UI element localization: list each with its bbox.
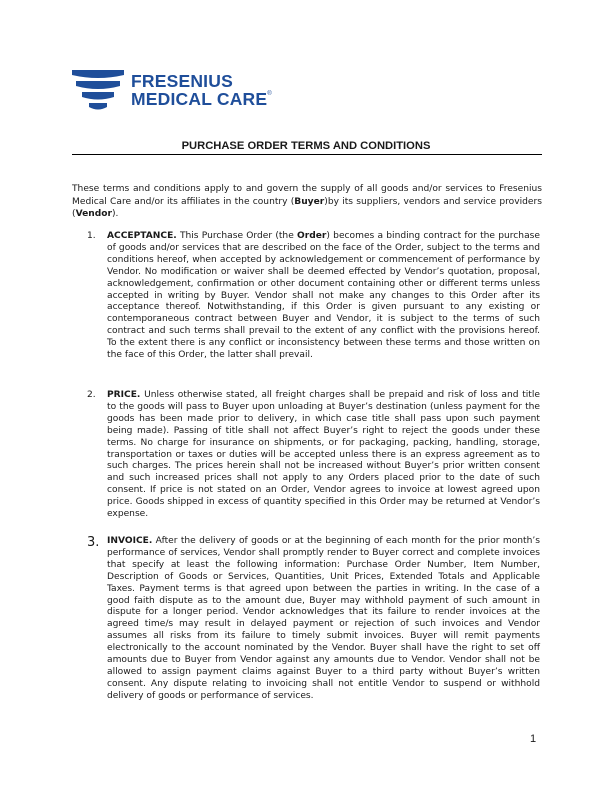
section-invoice: INVOICE. After the delivery of goods or at the beginning of each month for the prior month’s performance of services, Vendor shall promptly render to Buyer correct and complete invoices that specify at least the following information: Purchase Order Number, Item Number, Description of Goods or Services, Quantities, Unit Prices, Extended Totals and Applicable Taxes. Payment terms is that agreed upon between the parties in writing. In the case of a good faith dispute as to the amount due, Buyer may withhold payment of such amount in dispute for a longer period. Vendor acknowledges that its failure to render invoices at the agreed time/s may result in delayed payment or rejection of such invoices and Vendor assumes all risks from its failure to timely submit invoices. Buyer will remit payments electronically to the account nominated by the Vendor. Buyer shall have the right to set off amounts due to Buyer from Vendor against any amounts due to Vendor. Vendor shall not be allowed to assign payment claims against Buyer to a third party without Buyer’s written consent. Any dispute relating to invoicing shall not entitle Vendor to suspend or withhold delivery of goods or performance of services. (107, 536, 540, 701)
page-title: PURCHASE ORDER TERMS AND CONDITIONS (181, 140, 431, 152)
fresenius-logo-icon (72, 70, 124, 114)
section-price: PRICE. Unless otherwise stated, all freight charges shall be prepaid and risk of loss and title to the goods will pass to Buyer upon unloading at Buyer’s destination (unless payment for the goods has been made prior to delivery, in which case title shall pass upon such payment being made). Passing of title shall not affect Buyer’s right to reject the goods under these terms. No charge for insurance on shipments, or for packaging, packing, handling, storage, transportation or taxes or duties will be accepted unless there is an express agreement as to such charges. The prices herein shall not be increased without Buyer’s prior written consent and such increased prices shall not apply to any Orders placed prior to the date of such consent. If price is not stated on an Order, Vendor agrees to invoice at lowest agreed upon price. Goods shipped in excess of quantity specified in this Order may be returned at Vendor’s expense. (107, 390, 540, 520)
company-logo (72, 70, 272, 114)
defined-term-buyer: Buyer (294, 196, 325, 207)
section-acceptance: ACCEPTANCE. This Purchase Order (the Order) becomes a binding contract for the purchase of goods and/or services that are described on the face of the Order, subject to the terms and conditions hereof, when accepted by acknowledgement or commencement of performance by Vendor. No modification or waiver shall be deemed effected by Vendor’s quotation, proposal, acknowledgement, confirmation or other document containing other or different terms unless accepted in writing by Buyer. Vendor shall not make any changes to this Order after its acceptance thereof. Notwithstanding, if this Order is given pursuant to any existing or contemporaneous contract between Buyer and Vendor, it is subject to the terms of such contract and such terms shall prevail to the extent of any conflict with the provisions hereof. To the extent there is any conflict or inconsistency between these terms and those written on the face of this Order, the latter shall prevail. (107, 231, 540, 361)
trademark-symbol: ® (267, 91, 272, 97)
section-number-3: 3. (87, 535, 100, 550)
section-number-2: 2. (87, 390, 96, 400)
logo-line-1: FRESENIUS (131, 71, 233, 91)
section-heading: ACCEPTANCE. (107, 231, 177, 241)
title-divider (72, 154, 542, 155)
section-heading: INVOICE. (107, 536, 153, 546)
defined-term-order: Order (297, 231, 327, 241)
defined-term-vendor: Vendor (75, 209, 112, 220)
intro-paragraph: These terms and conditions apply to and govern the supply of all goods and/or services to Fresenius Medical Care and/or its affiliates in the country (Buyer)by its suppliers, vendors and service providers (Vendor). (72, 184, 542, 220)
logo-line-2: MEDICAL CARE® (131, 89, 272, 109)
page-number: 1 (530, 733, 537, 745)
section-number-1: 1. (87, 231, 96, 241)
section-heading: PRICE. (107, 390, 141, 400)
